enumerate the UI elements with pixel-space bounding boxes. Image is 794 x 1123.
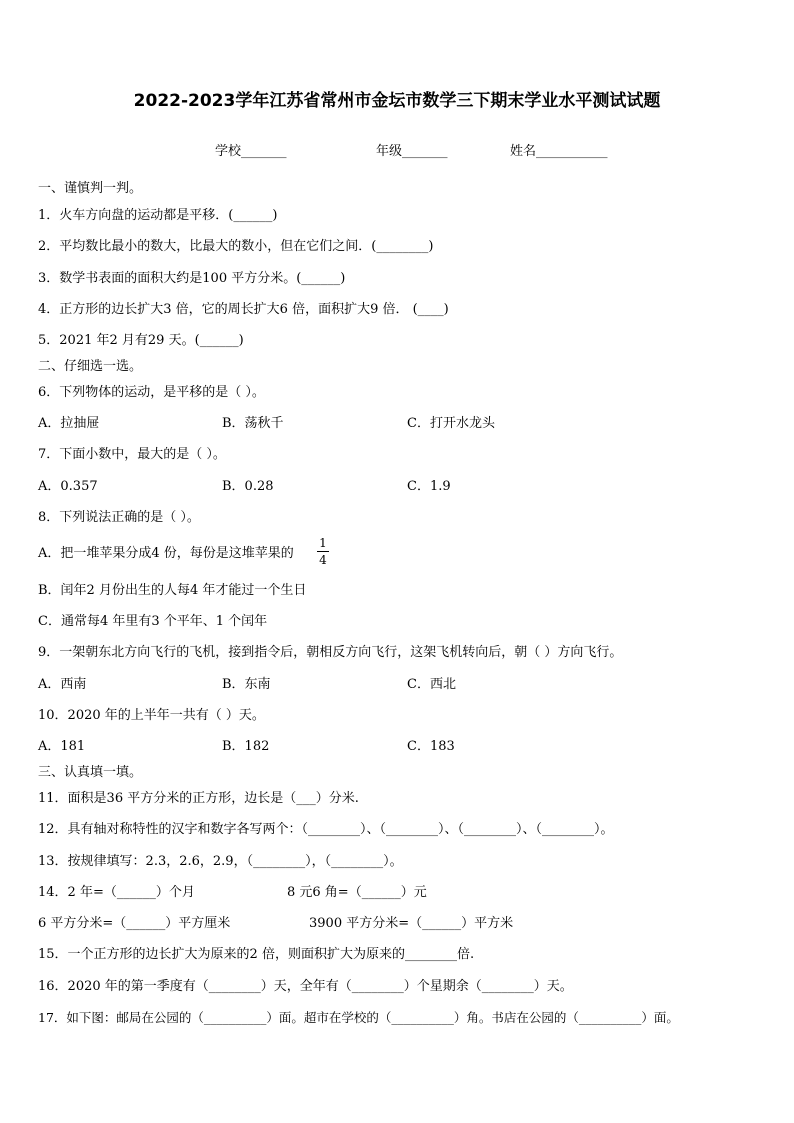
- question-7-option-c: C．1.9: [407, 479, 451, 494]
- question-6-option-b: B．荡秋千: [222, 416, 284, 431]
- question-8-option-b: B．闰年2 月份出生的人每4 年才能过一个生日: [38, 583, 307, 598]
- fraction-denominator: 4: [319, 553, 327, 567]
- question-10: 10．2020 年的上半年一共有（ ）天。: [38, 708, 265, 723]
- question-14-part-1: 14．2 年=（______）个月: [38, 885, 195, 900]
- question-7-option-a: A．0.357: [38, 479, 98, 494]
- question-11: 11．面积是36 平方分米的正方形，边长是（___）分米.: [38, 791, 359, 806]
- question-7: 7．下面小数中，最大的是（ ）。: [38, 447, 226, 462]
- name-field: 姓名___________: [510, 144, 608, 159]
- question-10-option-c: C．183: [407, 739, 455, 754]
- question-10-option-a: A．181: [38, 739, 86, 754]
- question-5: 5．2021 年2 月有29 天。(______): [38, 333, 244, 348]
- question-12: 12．具有轴对称特性的汉字和数字各写两个：（________）、（________）、（________）、（________）。: [38, 822, 614, 837]
- question-6: 6．下列物体的运动，是平移的是（ ）。: [38, 385, 265, 400]
- question-9-option-b: B．东南: [222, 677, 271, 692]
- question-9: 9．一架朝东北方向飞行的飞机，接到指令后，朝相反方向飞行，这架飞机转向后，朝（ ）方向飞行。: [38, 645, 623, 660]
- question-14-part-4: 3900 平方分米=（______）平方米: [309, 916, 514, 931]
- question-14-part-2: 8 元6 角=（______）元: [287, 885, 427, 900]
- question-2: 2．平均数比最小的数大，比最大的数小，但在它们之间．(________): [38, 239, 434, 254]
- fraction-numerator: 1: [319, 536, 327, 550]
- question-10-option-b: B．182: [222, 739, 270, 754]
- section-heading-2: 二、仔细选一选。: [38, 359, 143, 374]
- question-17: 17．如下图：邮局在公园的（__________）面。超市在学校的（__________）角。书店在公园的（__________）面。: [38, 1010, 679, 1025]
- fraction-bar: [317, 551, 329, 552]
- question-6-option-a: A．拉抽屉: [38, 416, 100, 431]
- question-6-option-c: C．打开水龙头: [407, 416, 495, 431]
- section-heading-1: 一、谨慎判一判。: [38, 181, 143, 196]
- question-9-option-c: C．西北: [407, 677, 456, 692]
- question-15: 15．一个正方形的边长扩大为原来的2 倍，则面积扩大为原来的________倍.: [38, 947, 475, 962]
- fraction-one-quarter: [317, 536, 329, 567]
- question-1: 1．火车方向盘的运动都是平移．(______): [38, 208, 278, 223]
- section-heading-3: 三、认真填一填。: [38, 765, 143, 780]
- question-4: 4．正方形的边长扩大3 倍，它的周长扩大6 倍，面积扩大9 倍． (____): [38, 302, 449, 317]
- question-9-option-a: A．西南: [38, 677, 87, 692]
- question-16: 16．2020 年的第一季度有（________）天，全年有（________）个星期余（________）天。: [38, 979, 573, 994]
- question-8-option-a: A．把一堆苹果分成4 份，每份是这堆苹果的: [38, 546, 294, 561]
- question-8: 8．下列说法正确的是（ ）。: [38, 510, 200, 525]
- question-14-part-3: 6 平方分米=（______）平方厘米: [38, 916, 231, 931]
- question-3: 3．数学书表面的面积大约是100 平方分米。(______): [38, 271, 346, 286]
- page-title: 2022-2023学年江苏省常州市金坛市数学三下期末学业水平测试试题: [133, 91, 661, 111]
- question-7-option-b: B．0.28: [222, 479, 274, 494]
- question-13: 13．按规律填写：2.3，2.6，2.9，（________），（________）。: [38, 854, 403, 869]
- grade-field: 年级_______: [376, 144, 448, 159]
- question-8-option-c: C．通常每4 年里有3 个平年、1 个闰年: [38, 614, 268, 629]
- school-field: 学校_______: [215, 144, 287, 159]
